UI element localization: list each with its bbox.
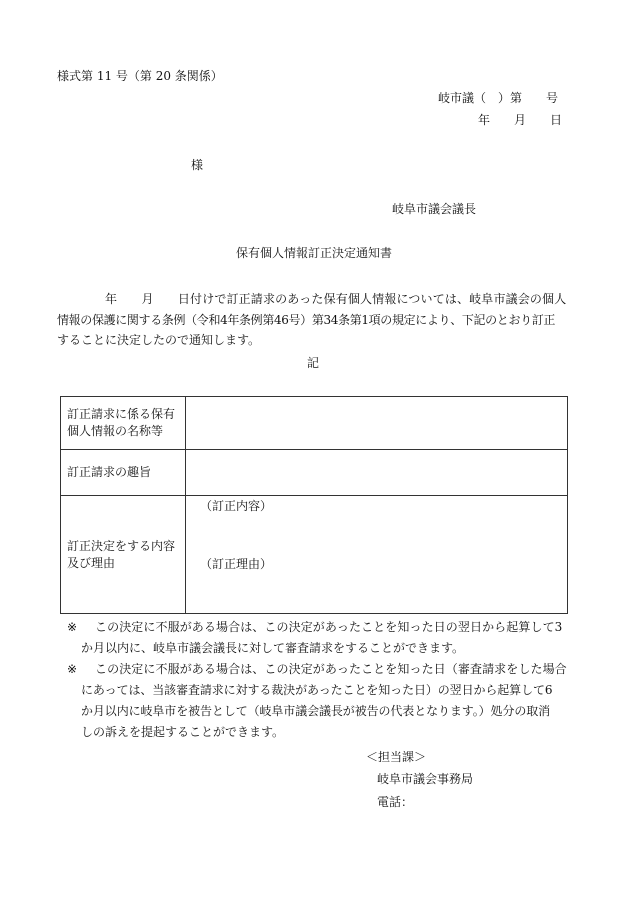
row2-label: 訂正請求の趣旨 <box>61 450 186 496</box>
table-value-cell <box>186 450 568 496</box>
body-line-1: 年 月 日付けで訂正請求のあった保有個人情報については、岐阜市議会の個人 <box>105 292 567 306</box>
contact-office: 岐阜市議会事務局 <box>377 772 474 786</box>
body-line-3: することに決定したので通知します。 <box>57 333 261 347</box>
correction-content-label: （訂正内容） <box>200 499 273 513</box>
form-number: 様式第 11 号（第 20 条関係） <box>57 69 223 83</box>
note-2-text <box>57 659 577 743</box>
contact-phone-label: 電話： <box>377 795 414 809</box>
note-1-line-1: この決定に不服がある場合は、この決定があったことを知った日の翌日から起算して3 <box>95 620 563 634</box>
table-value-cell <box>186 397 568 450</box>
table-label-cell <box>61 397 186 450</box>
body-text <box>57 289 577 351</box>
note-2-line-3: か月以内に岐阜市を被告として（岐阜市議会議長が被告の代表となります。）処分の取消 <box>81 704 551 718</box>
document-title: 保有個人情報訂正決定通知書 <box>236 246 393 260</box>
note-mark: ※ <box>67 620 78 634</box>
note-1-line-2: か月以内に、岐阜市議会議長に対して審査請求をすることができます。 <box>81 641 465 655</box>
issue-date: 年 月 日 <box>478 113 563 127</box>
contact-heading: ＜担当課＞ <box>366 750 427 764</box>
note-1-text <box>57 617 577 659</box>
correction-reason-label: （訂正理由） <box>200 557 273 571</box>
note-lawsuit <box>57 659 577 743</box>
ki-heading: 記 <box>307 356 320 370</box>
note-appeal <box>57 617 577 659</box>
note-2-line-2: にあっては、当該審査請求に対する裁決があったことを知った日）の翌日から起算して6 <box>81 683 553 697</box>
correction-table <box>60 396 568 614</box>
row1-label-line1: 訂正請求に係る保有 <box>67 407 176 421</box>
row1-label-line2: 個人情報の名称等 <box>67 424 164 438</box>
table-label-cell <box>61 496 186 614</box>
table-value-cell <box>186 496 568 614</box>
table-row <box>61 397 568 450</box>
note-mark: ※ <box>67 662 78 676</box>
note-2-line-1: この決定に不服がある場合は、この決定があったことを知った日（審査請求をした場合 <box>95 662 567 676</box>
body-line-2: 情報の保護に関する条例（令和4年条例第46号）第34条第1項の規定により、下記のとおり訂正 <box>57 312 556 327</box>
row3-label-line1: 訂正決定をする内容 <box>67 538 176 553</box>
note-2-line-4: しの訴えを提起することができます。 <box>81 725 285 739</box>
document-number: 岐市議（ ）第 号 <box>438 91 559 105</box>
table-row <box>61 450 568 496</box>
table-row <box>61 496 568 614</box>
sender-name: 岐阜市議会議長 <box>392 202 477 216</box>
addressee-honorific: 様 <box>191 158 204 172</box>
row3-label-line2: 及び理由 <box>67 555 116 570</box>
